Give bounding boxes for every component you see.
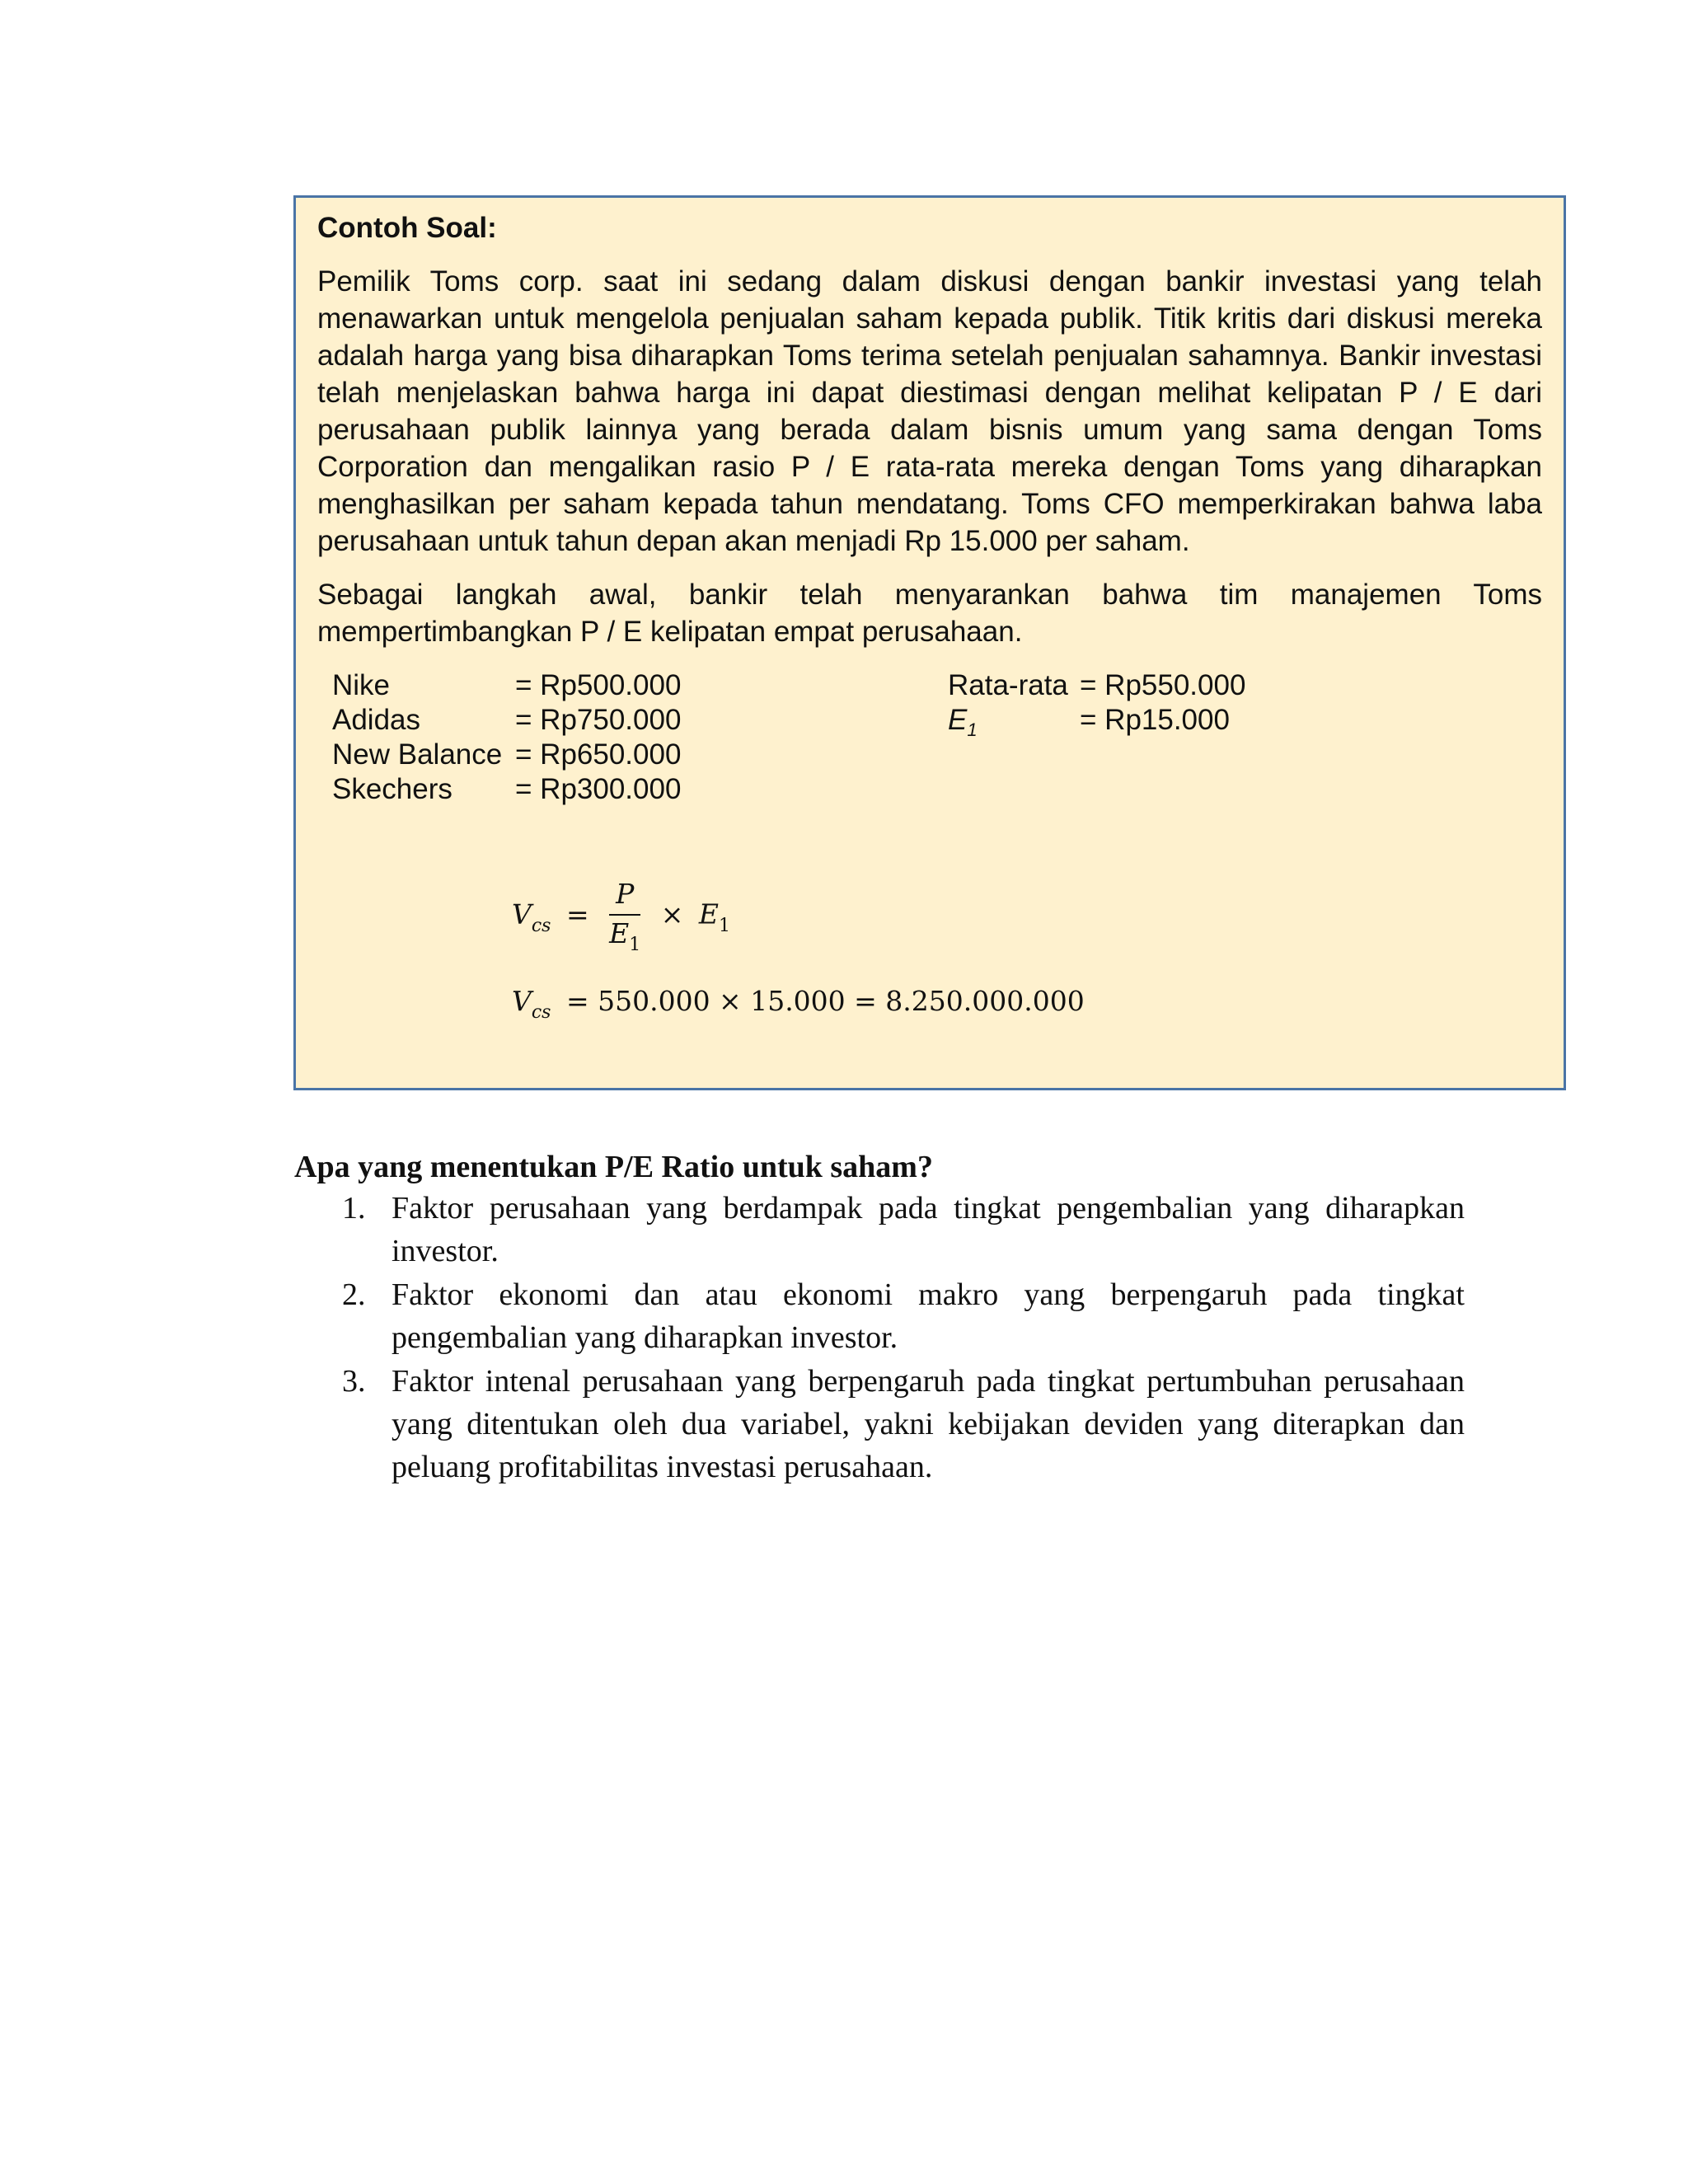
company-name: Nike <box>332 669 391 701</box>
company-name: New Balance <box>332 738 503 771</box>
list-item-text: Faktor intenal perusahaan yang berpengaruh pada tingkat pertumbuhan perusahaan yang ditentukan oleh dua variabel, yakni kebijakan deviden yang diterapkan dan peluang profitabilitas investasi perusahaan. <box>392 1364 1465 1484</box>
example-paragraph-2: Sebagai langkah awal, bankir telah menyarankan bahwa tim manajemen Toms mempertimbangkan P / E kelipatan empat perusahaan. <box>317 579 1542 648</box>
average-value: = Rp550.000 <box>1080 669 1246 701</box>
example-title: Contoh Soal: <box>317 212 497 244</box>
valuation-formula: $V_{cs}$ = $\frac{P}{E_1}$ × $E_1$ <box>512 878 730 955</box>
company-name: Skechers <box>332 773 452 805</box>
list-item <box>294 1187 1465 1272</box>
company-value: = Rp650.000 <box>515 738 682 771</box>
list-item-number: 3. <box>342 1364 366 1399</box>
company-value: = Rp750.000 <box>515 704 682 736</box>
company-row-skechers <box>332 772 681 807</box>
company-row-nike <box>332 668 681 703</box>
earnings-row <box>948 703 1230 738</box>
list-item-number: 2. <box>342 1277 366 1312</box>
list-item <box>294 1360 1465 1488</box>
company-value: = Rp500.000 <box>515 669 682 701</box>
list-item-number: 1. <box>342 1191 366 1226</box>
pe-factors-heading: Apa yang menentukan P/E Ratio untuk saham? <box>294 1150 933 1184</box>
valuation-result: $V_{cs} = 550.000 \times 15.000 = 8.250.000.000$ <box>512 985 1085 1023</box>
earnings-label: $E_1$ <box>948 704 978 740</box>
company-pe-list <box>317 668 1542 817</box>
average-label: Rata-rata <box>948 669 1068 701</box>
company-value: = Rp300.000 <box>515 773 682 805</box>
list-item-text: Faktor perusahaan yang berdampak pada tingkat pengembalian yang diharapkan investor. <box>392 1191 1465 1268</box>
company-name: Adidas <box>332 704 421 736</box>
pe-factors-list <box>294 1187 1465 1489</box>
company-row-adidas <box>332 703 681 738</box>
average-row <box>948 668 1245 703</box>
earnings-value: = Rp15.000 <box>1080 704 1230 736</box>
list-item <box>294 1273 1465 1359</box>
list-item-text: Faktor ekonomi dan atau ekonomi makro yang berpengaruh pada tingkat pengembalian yang diharapkan investor. <box>392 1277 1465 1355</box>
example-paragraph-1: Pemilik Toms corp. saat ini sedang dalam diskusi dengan bankir investasi yang telah menawarkan untuk mengelola penjualan saham kepada publik. Titik kritis dari diskusi mereka adalah harga yang bisa diharapkan Toms terima setelah penjualan sahamnya. Bankir investasi telah menjelaskan bahwa harga ini dapat diestimasi dengan melihat kelipatan P / E dari perusahaan publik lainnya yang berada dalam bisnis umum yang sama dengan Toms Corporation dan mengalikan rasio P / E rata-rata mereka dengan Toms yang diharapkan menghasilkan per saham kepada tahun mendatang. Toms CFO memperkirakan bahwa laba perusahaan untuk tahun depan akan menjadi Rp 15.000 per saham. <box>317 265 1542 557</box>
example-box <box>293 195 1566 1090</box>
pe-fraction: $\frac{P}{E_1}$ <box>609 878 641 955</box>
company-row-new-balance <box>332 738 681 772</box>
